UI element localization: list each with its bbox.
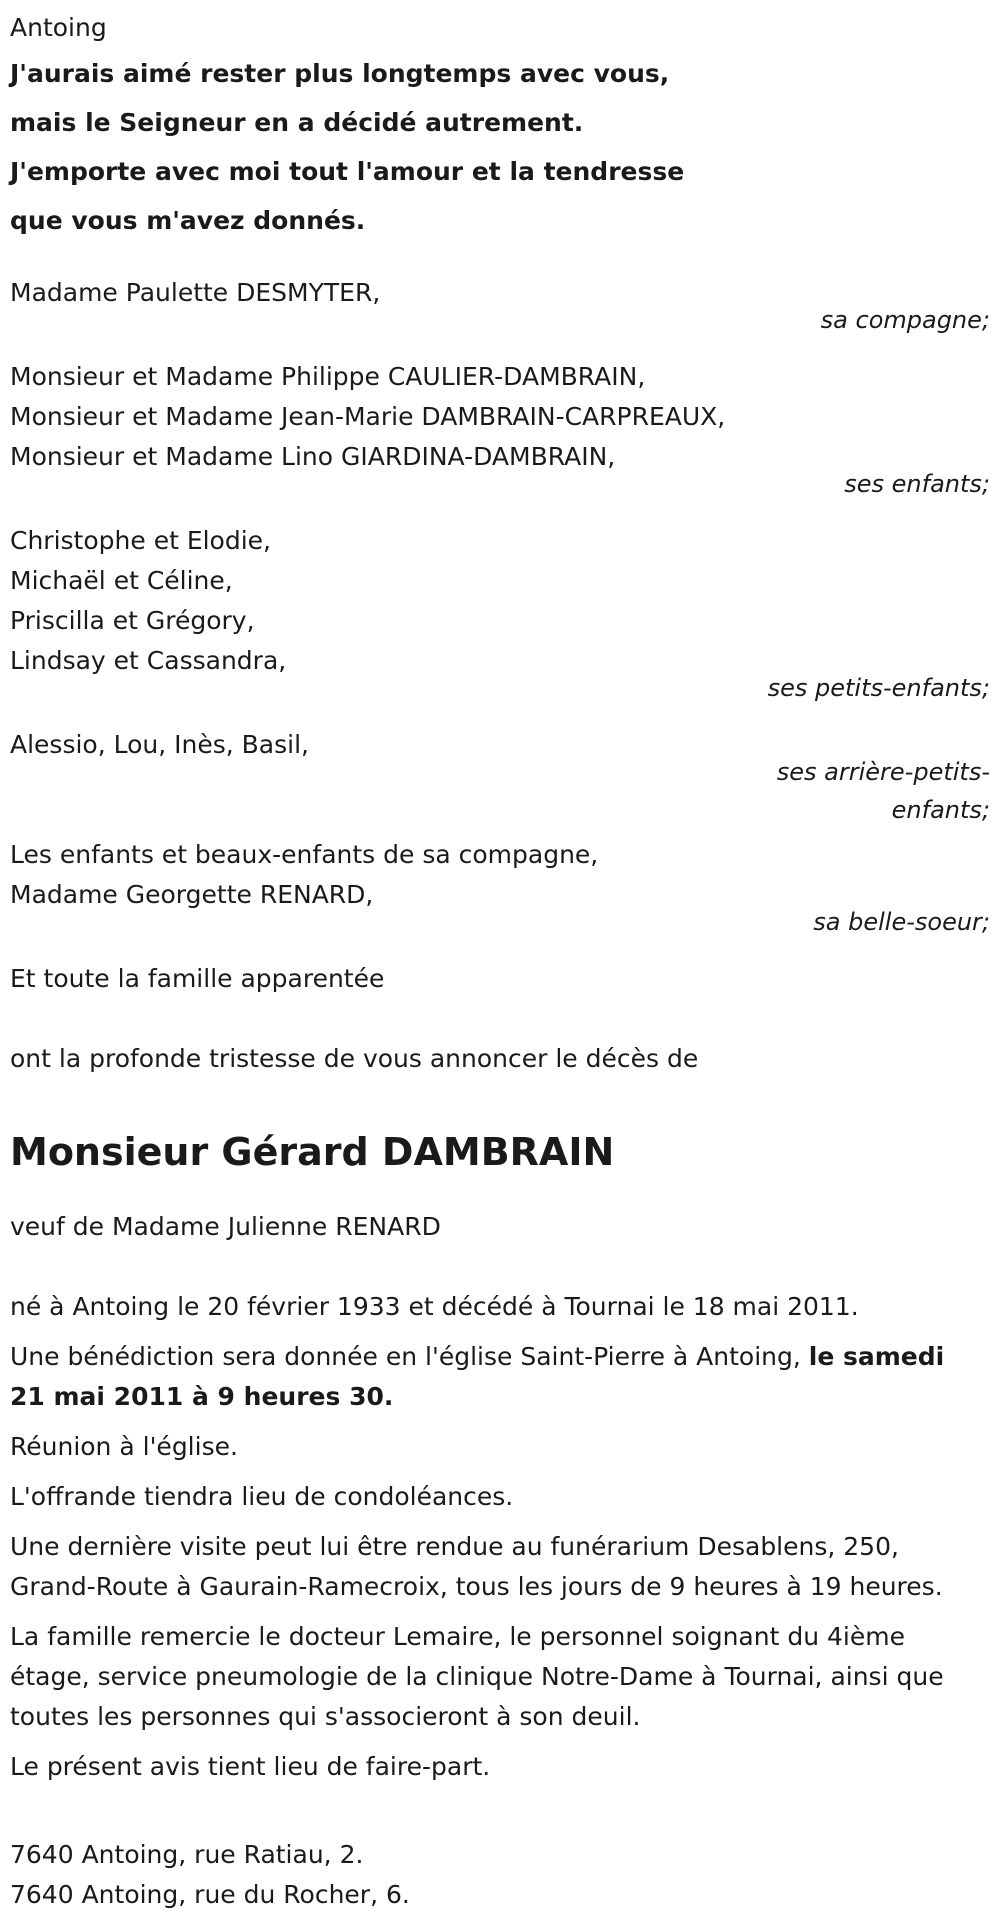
thanks: La famille remercie le docteur Lemaire, le personnel soignant du 4ième étage, service pneumologie de la clinique Notre-Dame à Tournai, ainsi que toutes les personnes qui s'associeront à son deuil. [10, 1622, 944, 1731]
announcement-text: ont la profonde tristesse de vous annoncer le décès de [10, 1044, 699, 1073]
family-name: Monsieur et Madame Lino GIARDINA-DAMBRAIN, [10, 442, 616, 471]
poem-line: J'emporte avec moi tout l'amour et la tendresse [10, 157, 685, 186]
location: Antoing [10, 13, 107, 42]
poem-line: que vous m'avez donnés. [10, 206, 366, 235]
announcement [10, 1039, 990, 1079]
meeting: Réunion à l'église. [10, 1432, 238, 1461]
family-name: Christophe et Elodie, [10, 526, 271, 555]
notice: Le présent avis tient lieu de faire-part. [10, 1752, 491, 1781]
family-others [10, 959, 990, 999]
relation-label: enfants; [891, 796, 990, 824]
family-children [10, 357, 990, 503]
blessing-text: Une bénédiction sera donnée en l'église Saint-Pierre à Antoing, [10, 1342, 801, 1371]
family-name: Priscilla et Grégory, [10, 606, 255, 635]
family-name: Madame Georgette RENARD, [10, 880, 374, 909]
family-sister-in-law [10, 835, 990, 941]
blessing-date: le samedi 21 mai 2011 à 9 heures 30. [10, 1342, 945, 1411]
family-great-grandchildren [10, 725, 990, 829]
deceased-name: Monsieur Gérard DAMBRAIN [10, 1130, 615, 1174]
family-name: Lindsay et Cassandra, [10, 646, 287, 675]
relation-label: ses petits-enfants; [767, 674, 990, 702]
relation-label: sa compagne; [820, 306, 990, 334]
family-name: Monsieur et Madame Jean-Marie DAMBRAIN-CARPREAUX, [10, 402, 726, 431]
poem-line: J'aurais aimé rester plus longtemps avec vous, [10, 59, 670, 88]
addresses [10, 1835, 990, 1915]
visit-info: Une dernière visite peut lui être rendue au funérarium Desablens, 250, Grand-Route à Gaurain-Ramecroix, tous les jours de 9 heures à 19 heures. [10, 1532, 943, 1601]
address: 7640 Antoing, rue du Rocher, 6. [10, 1880, 410, 1909]
relation-label: ses enfants; [844, 470, 990, 498]
family-companion [10, 273, 990, 339]
family-name: Madame Paulette DESMYTER, [10, 278, 381, 307]
birth-death: né à Antoing le 20 février 1933 et décédé à Tournai le 18 mai 2011. [10, 1292, 859, 1321]
address: 7640 Antoing, rue Ratiau, 2. [10, 1840, 364, 1869]
widower-text: veuf de Madame Julienne RENARD [10, 1212, 441, 1241]
offering: L'offrande tiendra lieu de condoléances. [10, 1482, 514, 1511]
poem [10, 49, 990, 245]
family-others-text: Et toute la famille apparentée [10, 964, 385, 993]
blessing [10, 1337, 985, 1417]
family-grandchildren [10, 521, 990, 707]
relation-label: ses arrière-petits- [776, 758, 990, 786]
family-name: Monsieur et Madame Philippe CAULIER-DAMBRAIN, [10, 362, 646, 391]
family-name: Alessio, Lou, Inès, Basil, [10, 730, 309, 759]
poem-line: mais le Seigneur en a décidé autrement. [10, 108, 584, 137]
family-name: Michaël et Céline, [10, 566, 233, 595]
family-name: Les enfants et beaux-enfants de sa compagne, [10, 840, 599, 869]
relation-label: sa belle-soeur; [813, 908, 990, 936]
